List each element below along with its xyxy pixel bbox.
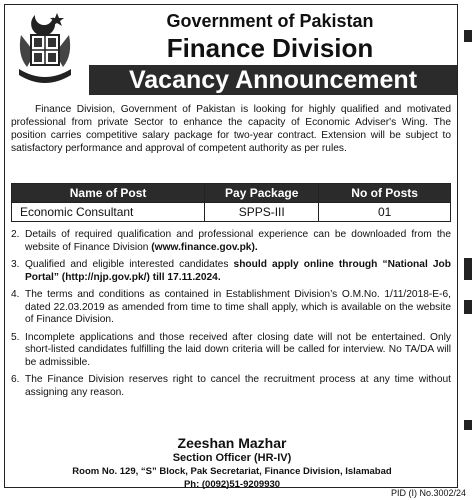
posts-table [11, 183, 451, 222]
table-row [12, 203, 451, 222]
vacancy-banner: Vacancy Announcement [89, 65, 457, 95]
posts-count-cell: 01 [319, 203, 451, 222]
signatory-title: Section Officer (HR-IV) [172, 452, 292, 464]
list-item [11, 332, 451, 370]
list-item [11, 374, 451, 399]
table-header-row [12, 184, 451, 203]
item-text-plain: Details of required qualification and professional experience can be downloaded from the website of Finance Division [25, 229, 451, 253]
item-number: 5. [11, 331, 20, 343]
item-text-plain: Qualified and eligible interested candidates [25, 259, 234, 270]
column-header: No of Posts [319, 184, 451, 203]
website-link-text: (www.finance.gov.pk). [151, 241, 258, 253]
government-heading: Government of Pakistan [166, 11, 374, 31]
pay-package-cell: SPPS-III [205, 203, 319, 222]
advertisement [4, 4, 458, 488]
post-name-cell: Economic Consultant [12, 203, 205, 222]
item-text: Incomplete applications and those received after closing date will not be entertained. Only short-listed candidates fulfilling the laid down criteria will be called for interview. No TA/DA will be admissible. [25, 331, 451, 368]
item-text [25, 259, 451, 284]
list-item [11, 229, 451, 254]
item-text: The terms and conditions as contained in Establishment Division’s O.M.No. 1/11/2018-E-6, dated 22.03.2019 as amended from time to time shall apply, which is available on the website of Finance Division. [25, 289, 451, 325]
signatory-phone: Ph: (0092)51-9209930 [183, 479, 281, 490]
item-text [25, 229, 451, 254]
column-header: Pay Package [205, 184, 319, 203]
item-text: The Finance Division reserves right to cancel the recruitment process at any time without assigning any reason. [25, 374, 451, 398]
terms-list [11, 229, 451, 404]
item-number: 4. [11, 289, 20, 300]
item-number: 3. [11, 259, 20, 270]
adjacent-page-edge [462, 0, 472, 500]
signatory-address: Room No. 129, “S” Block, Pak Secretariat, Finance Division, Islamabad [72, 466, 392, 477]
signatory-name: Zeeshan Mazhar [177, 435, 287, 451]
apply-deadline-text: should apply online through “National Job Portal” (http://njp.gov.pk/) till 17.11.2024. [25, 259, 452, 283]
pid-number: PID (I) No.3002/24 [390, 488, 466, 498]
intro-paragraph: Finance Division, Government of Pakistan is looking for highly qualified and motivated professional from private Sector to enhance the capacity of Economic Adviser's Wing. The position carries competitive salary package for two-year contract. Extension will be subject to satisfactory performance and approval of competent authority as per rules. [11, 104, 451, 154]
item-number: 6. [11, 374, 20, 385]
list-item [11, 259, 451, 284]
list-item [11, 289, 451, 327]
state-emblem-icon [13, 9, 77, 89]
item-number: 2. [11, 229, 20, 240]
division-heading: Finance Division [166, 33, 374, 63]
column-header: Name of Post [12, 184, 205, 203]
